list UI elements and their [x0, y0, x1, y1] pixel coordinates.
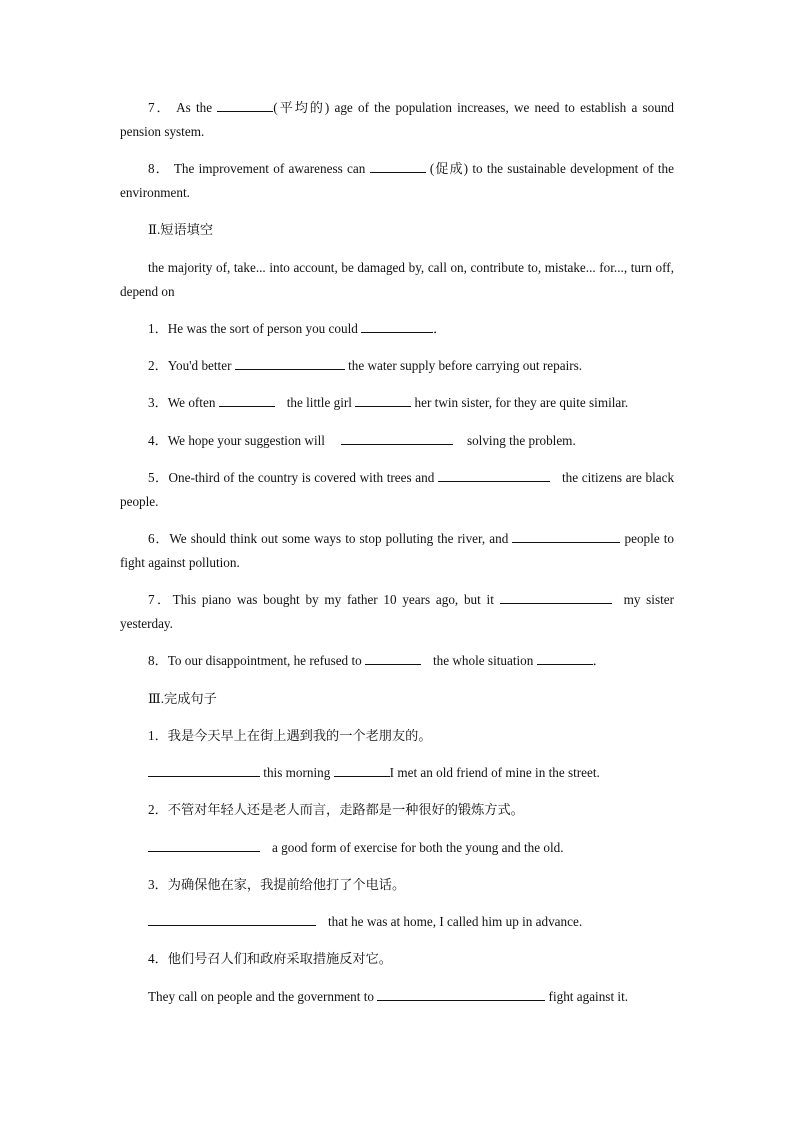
part2-question-8: 8．To our disappointment, he refused to the whole situation ． [148, 653, 606, 668]
section-heading-complete-sentences: Ⅲ.完成句子 [148, 691, 217, 706]
part3-sentence-3-answer: that he was at home, I called him up in advance. [120, 910, 674, 934]
answer-blank[interactable] [148, 763, 260, 777]
phrase-word-bank: the majority of, take... into account, be damaged by, call on, contribute to, mistake... for..., turn off, depend on [120, 260, 674, 299]
answer-blank[interactable] [370, 159, 426, 173]
part2-question-1: 1．He was the sort of person you could ． [148, 321, 447, 336]
answer-blank[interactable] [235, 356, 345, 370]
answer-blank[interactable] [438, 468, 550, 482]
answer-blank[interactable] [355, 393, 411, 407]
answer-blank[interactable] [334, 763, 390, 777]
answer-blank[interactable] [341, 431, 453, 445]
answer-blank[interactable] [361, 319, 433, 333]
part3-sentence-2-chinese: 2．不管对年轻人还是老人而言，走路都是一种很好的锻炼方式。 [148, 802, 524, 817]
part3-sentence-1-answer: this morning I met an old friend of mine in the street. [120, 761, 674, 785]
part3-sentence-3-chinese: 3．为确保他在家，我提前给他打了个电话。 [148, 877, 406, 892]
answer-blank[interactable] [148, 912, 316, 926]
part3-sentence-2-answer: a good form of exercise for both the young and the old. [120, 836, 674, 860]
part2-question-5: 5．One-third of the country is covered with trees and the citizens are black people. [120, 470, 675, 509]
answer-blank[interactable] [219, 393, 275, 407]
answer-blank[interactable] [217, 98, 273, 112]
answer-blank[interactable] [148, 838, 260, 852]
part2-question-2: 2．You'd better the water supply before carrying out repairs. [148, 358, 583, 373]
part1-question-8: 8． The improvement of awareness can (促成) to the sustainable development of the environment. [120, 161, 674, 200]
part2-question-7: 7．This piano was bought by my father 10 years ago, but it my sister yesterday. [120, 592, 675, 631]
answer-blank[interactable] [377, 987, 545, 1001]
part3-sentence-4-answer: They call on people and the government to fight against it. [148, 989, 629, 1004]
part3-sentence-4-chinese: 4．他们号召人们和政府采取措施反对它。 [148, 951, 392, 966]
part3-sentence-1-chinese: 1．我是今天早上在街上遇到我的一个老朋友的。 [148, 728, 432, 743]
answer-blank[interactable] [512, 529, 620, 543]
answer-blank[interactable] [365, 651, 421, 665]
section-heading-phrase-fill: Ⅱ.短语填空 [148, 222, 214, 237]
part2-question-6: 6．We should think out some ways to stop polluting the river, and people to fight against pollution. [120, 531, 675, 570]
part2-question-3: 3．We often the little girl her twin sister, for they are quite similar. [148, 395, 629, 410]
question-number: 7． [148, 100, 172, 115]
answer-blank[interactable] [500, 590, 612, 604]
part2-question-4: 4．We hope your suggestion will solving the problem. [148, 433, 576, 448]
answer-blank[interactable] [537, 651, 593, 665]
question-number: 8． [148, 161, 170, 176]
part1-question-7: 7． As the (平均的) age of the population increases, we need to establish a sound pension system. [120, 100, 675, 139]
